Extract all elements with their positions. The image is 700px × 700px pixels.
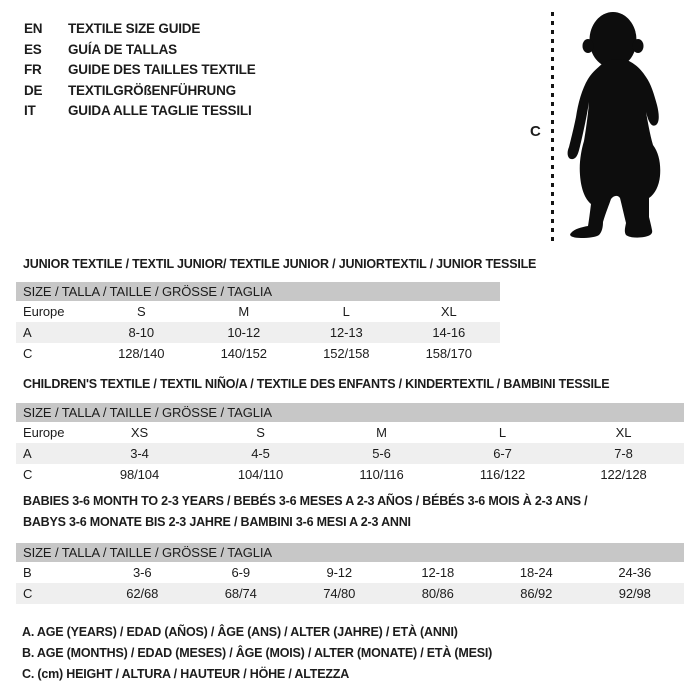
row-label: C: [23, 346, 33, 361]
table-row: [16, 343, 500, 364]
cell-value: 14-16: [432, 325, 466, 340]
size-table: [16, 282, 500, 364]
section-title-line: BABIES 3-6 MONTH TO 2-3 YEARS / BEBÉS 3-6 MESES A 2-3 AÑOS / BÉBÉS 3-6 MOIS À 2-3 ANS /: [23, 494, 588, 508]
cell-value: 6-9: [231, 565, 250, 580]
cell-value: 158/170: [425, 346, 472, 361]
cell-value: 86/92: [520, 586, 553, 601]
cell-value: 9-12: [326, 565, 353, 580]
cell-value: 140/152: [220, 346, 267, 361]
cell-value: 10-12: [227, 325, 261, 340]
cell-value: L: [498, 425, 507, 440]
height-measure-line: [551, 12, 554, 242]
cell-value: 80/86: [421, 586, 454, 601]
cell-value: M: [238, 304, 250, 319]
row-label: Europe: [23, 304, 65, 319]
section-junior-textile: [16, 254, 537, 361]
cell-value: 74/80: [323, 586, 356, 601]
language-item: [24, 101, 256, 122]
section-title-line: BABYS 3-6 MONATE BIS 2-3 JAHRE / BAMBINI 3-6 MESI A 2-3 ANNI: [23, 515, 411, 529]
table-header: SIZE / TALLA / TAILLE / GRÖSSE / TAGLIA: [16, 543, 684, 562]
language-label: GUIDE DES TAILLES TEXTILE: [68, 62, 256, 77]
cell-value: 18-24: [519, 565, 553, 580]
table-row: [16, 583, 684, 604]
table-row: [16, 301, 500, 322]
language-item: [24, 40, 256, 61]
section-title-line: JUNIOR TEXTILE / TEXTIL JUNIOR/ TEXTILE JUNIOR / JUNIORTEXTIL / JUNIOR TESSILE: [23, 257, 537, 271]
toddler-silhouette-icon: [562, 10, 672, 240]
footnotes: [22, 622, 492, 685]
row-label: C: [23, 586, 33, 601]
cell-value: 6-7: [493, 446, 512, 461]
language-list: [24, 19, 256, 122]
language-item: [24, 60, 256, 81]
cell-value: 68/74: [224, 586, 257, 601]
section-childrens-textile: [16, 374, 684, 482]
language-label: TEXTILE SIZE GUIDE: [68, 21, 201, 36]
cell-value: 92/98: [618, 586, 651, 601]
section-title: [16, 254, 537, 275]
language-code: EN: [24, 21, 43, 36]
language-label: GUIDA ALLE TAGLIE TESSILI: [68, 103, 252, 118]
row-label: C: [23, 467, 33, 482]
section-title: [16, 491, 684, 533]
language-label: TEXTILGRÖßENFÜHRUNG: [68, 82, 236, 98]
cell-value: 24-36: [618, 565, 652, 580]
table-row: [16, 562, 684, 583]
section-title: [16, 374, 684, 395]
section-babies-textile: [16, 491, 684, 601]
cell-value: 3-6: [133, 565, 152, 580]
language-code: DE: [24, 82, 43, 98]
language-item: [24, 81, 256, 102]
size-table: [16, 543, 684, 604]
cell-value: XL: [615, 425, 632, 440]
footnote: B. AGE (MONTHS) / EDAD (MESES) / ÂGE (MOIS) / ALTER (MONATE) / ETÀ (MESI): [22, 646, 493, 660]
cell-value: 152/158: [323, 346, 370, 361]
language-code: IT: [24, 103, 36, 118]
cell-value: M: [376, 425, 387, 440]
cell-value: 110/116: [359, 467, 404, 482]
language-code: ES: [24, 41, 42, 57]
cell-value: 7-8: [614, 446, 633, 461]
language-code: FR: [24, 62, 42, 77]
cell-value: XL: [440, 304, 457, 319]
table-header: SIZE / TALLA / TAILLE / GRÖSSE / TAGLIA: [16, 282, 500, 301]
cell-value: 62/68: [126, 586, 159, 601]
row-label: Europe: [23, 425, 65, 440]
height-measure-label: C: [530, 123, 541, 140]
cell-value: 3-4: [130, 446, 149, 461]
cell-value: XS: [130, 425, 149, 440]
language-label: GUÍA DE TALLAS: [68, 41, 177, 57]
size-table: [16, 403, 684, 485]
table-row: [16, 464, 684, 485]
section-title-line: CHILDREN'S TEXTILE / TEXTIL NIÑO/A / TEXTILE DES ENFANTS / KINDERTEXTIL / BAMBINI TESSILE: [23, 377, 610, 391]
table-row: [16, 422, 684, 443]
cell-value: 5-6: [372, 446, 391, 461]
cell-value: 4-5: [251, 446, 270, 461]
table-header: SIZE / TALLA / TAILLE / GRÖSSE / TAGLIA: [16, 403, 684, 422]
cell-value: 122/128: [600, 467, 647, 482]
table-row: [16, 443, 684, 464]
cell-value: L: [342, 304, 350, 319]
row-label: B: [23, 565, 32, 580]
table-row: [16, 322, 500, 343]
cell-value: 12-18: [421, 565, 455, 580]
cell-value: 128/140: [118, 346, 165, 361]
cell-value: 8-10: [128, 325, 155, 340]
footnote: C. (cm) HEIGHT / ALTURA / HAUTEUR / HÖHE / ALTEZZA: [22, 667, 350, 681]
cell-value: 12-13: [329, 325, 363, 340]
row-label: A: [23, 325, 32, 340]
footnote: A. AGE (YEARS) / EDAD (AÑOS) / ÂGE (ANS) / ALTER (JAHRE) / ETÀ (ANNI): [22, 625, 458, 639]
language-item: [24, 19, 256, 40]
cell-value: 104/110: [237, 467, 284, 482]
cell-value: 98/104: [119, 467, 160, 482]
cell-value: S: [256, 425, 265, 440]
row-label: A: [23, 446, 32, 461]
cell-value: 116/122: [479, 467, 526, 482]
cell-value: S: [136, 304, 146, 319]
